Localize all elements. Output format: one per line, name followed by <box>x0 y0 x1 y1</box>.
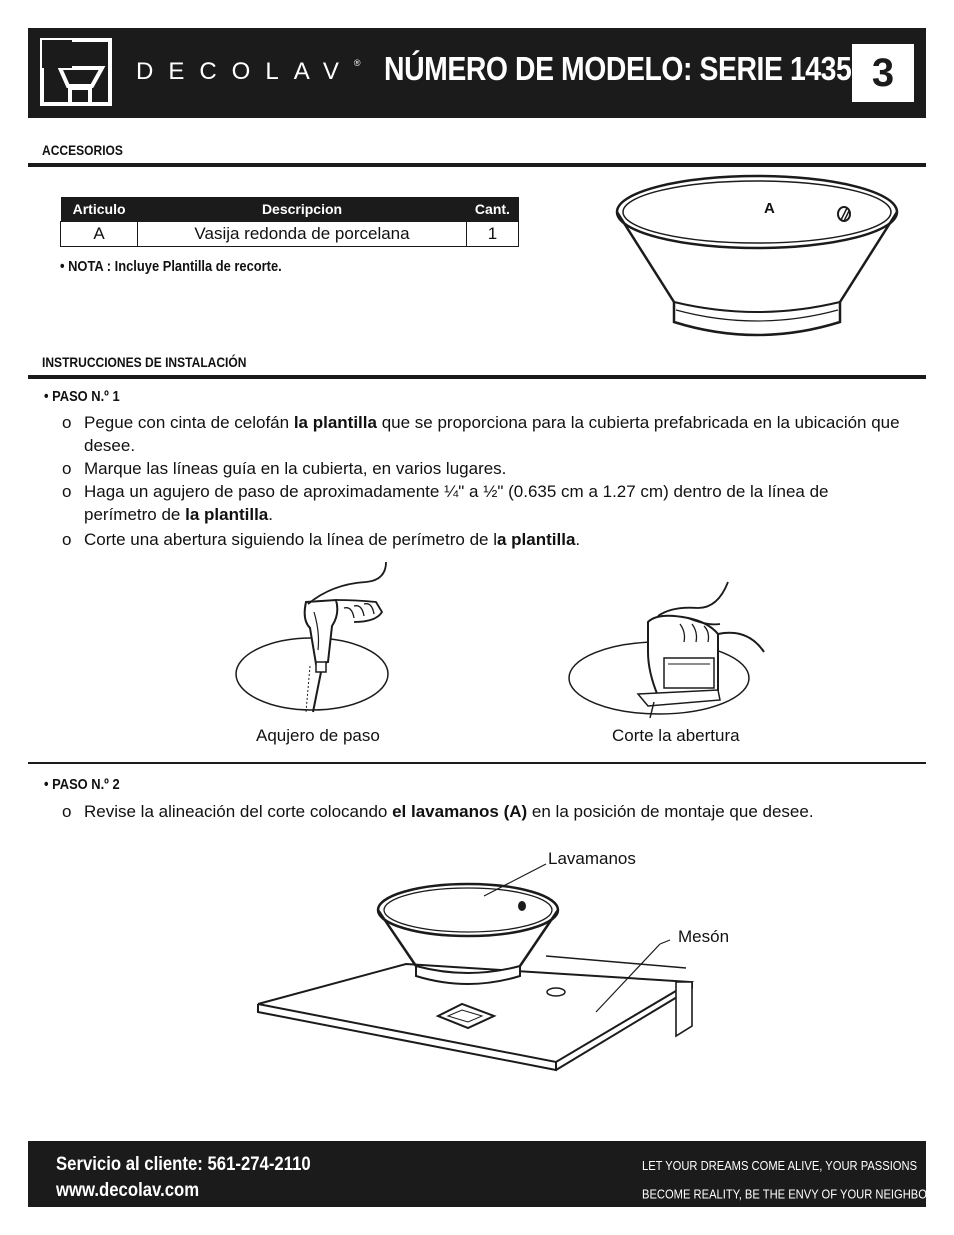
caption-cut-opening: Corte la abertura <box>612 726 740 745</box>
bullet-text: Haga un agujero de paso de aproximadamente ¼" a ½" (0.635 cm a 1.27 cm) dentro de la línea de perímetro de la plantilla. <box>84 482 829 524</box>
table-header-row <box>61 197 519 222</box>
bullet-text: Corte una abertura siguiendo la línea de perímetro de la plantilla. <box>84 530 581 549</box>
sink-on-counter-illustration <box>256 864 696 1074</box>
footer-bar <box>28 1141 948 1207</box>
customer-service-phone: Servicio al cliente: 561-274-2110 <box>56 1154 311 1175</box>
page-number: 3 <box>852 44 914 102</box>
bullet-text: Pegue con cinta de celofán la plantilla que se proporciona para la cubierta prefabricada en la ubicación que desee. <box>84 413 900 455</box>
table-cell: A <box>61 222 138 247</box>
tagline-line-1: LET YOUR DREAMS COME ALIVE, YOUR PASSIONS <box>642 1158 918 1173</box>
page-title: NÚMERO DE MODELO: SERIE 1435 <box>384 50 852 87</box>
footer-contact <box>56 1152 311 1204</box>
bullet-marker: o <box>62 802 72 821</box>
bullet-text: Revise la alineación del corte colocando el lavamanos (A) en la posición de montaje que desee. <box>84 802 814 821</box>
jigsaw-illustration <box>568 572 778 722</box>
list-item <box>62 480 912 524</box>
vessel-sink-illustration <box>612 172 912 344</box>
drill-illustration <box>236 562 426 714</box>
caption-pilot-hole: Aqujero de paso <box>256 726 380 745</box>
footer-tagline <box>642 1153 948 1206</box>
part-label-a: A <box>764 200 775 217</box>
list-item <box>62 800 912 823</box>
table-header-cell: Cant. <box>466 197 518 222</box>
brand-name: DECOLAV® <box>136 58 361 85</box>
label-meson: Mesón <box>678 927 730 946</box>
table-cell: Vasija redonda de porcelana <box>138 222 467 247</box>
bullet-marker: o <box>62 413 72 432</box>
decolav-logo-icon <box>40 38 112 106</box>
label-lavamanos: Lavamanos <box>548 849 636 868</box>
table-header-cell: Descripcion <box>138 197 467 222</box>
section-divider <box>28 163 926 167</box>
step-1-title: • PASO N.º 1 <box>44 388 120 405</box>
table-cell: 1 <box>466 222 518 247</box>
bullet-marker: o <box>62 459 72 478</box>
section-title-accesorios: ACCESORIOS <box>42 142 123 158</box>
section-divider <box>28 375 926 379</box>
list-item <box>62 411 912 455</box>
bullet-marker: o <box>62 530 72 549</box>
step-divider <box>28 762 926 764</box>
step-2-title: • PASO N.º 2 <box>44 776 120 793</box>
table-row <box>61 222 519 247</box>
accessories-note: • NOTA : Incluye Plantilla de recorte. <box>60 258 282 275</box>
list-item <box>62 528 912 551</box>
tagline-line-2: BECOME REALITY, BE THE ENVY OF YOUR NEIGHBORS® <box>642 1186 948 1202</box>
website-link[interactable]: www.decolav.com <box>56 1180 200 1201</box>
section-title-instrucciones: INSTRUCCIONES DE INSTALACIÓN <box>42 354 247 370</box>
table-header-cell: Articulo <box>61 197 138 222</box>
header-bar <box>28 28 926 118</box>
accessories-table <box>60 197 519 247</box>
list-item <box>62 457 912 480</box>
bullet-marker: o <box>62 482 72 501</box>
bullet-text: Marque las líneas guía en la cubierta, en varios lugares. <box>84 459 507 478</box>
